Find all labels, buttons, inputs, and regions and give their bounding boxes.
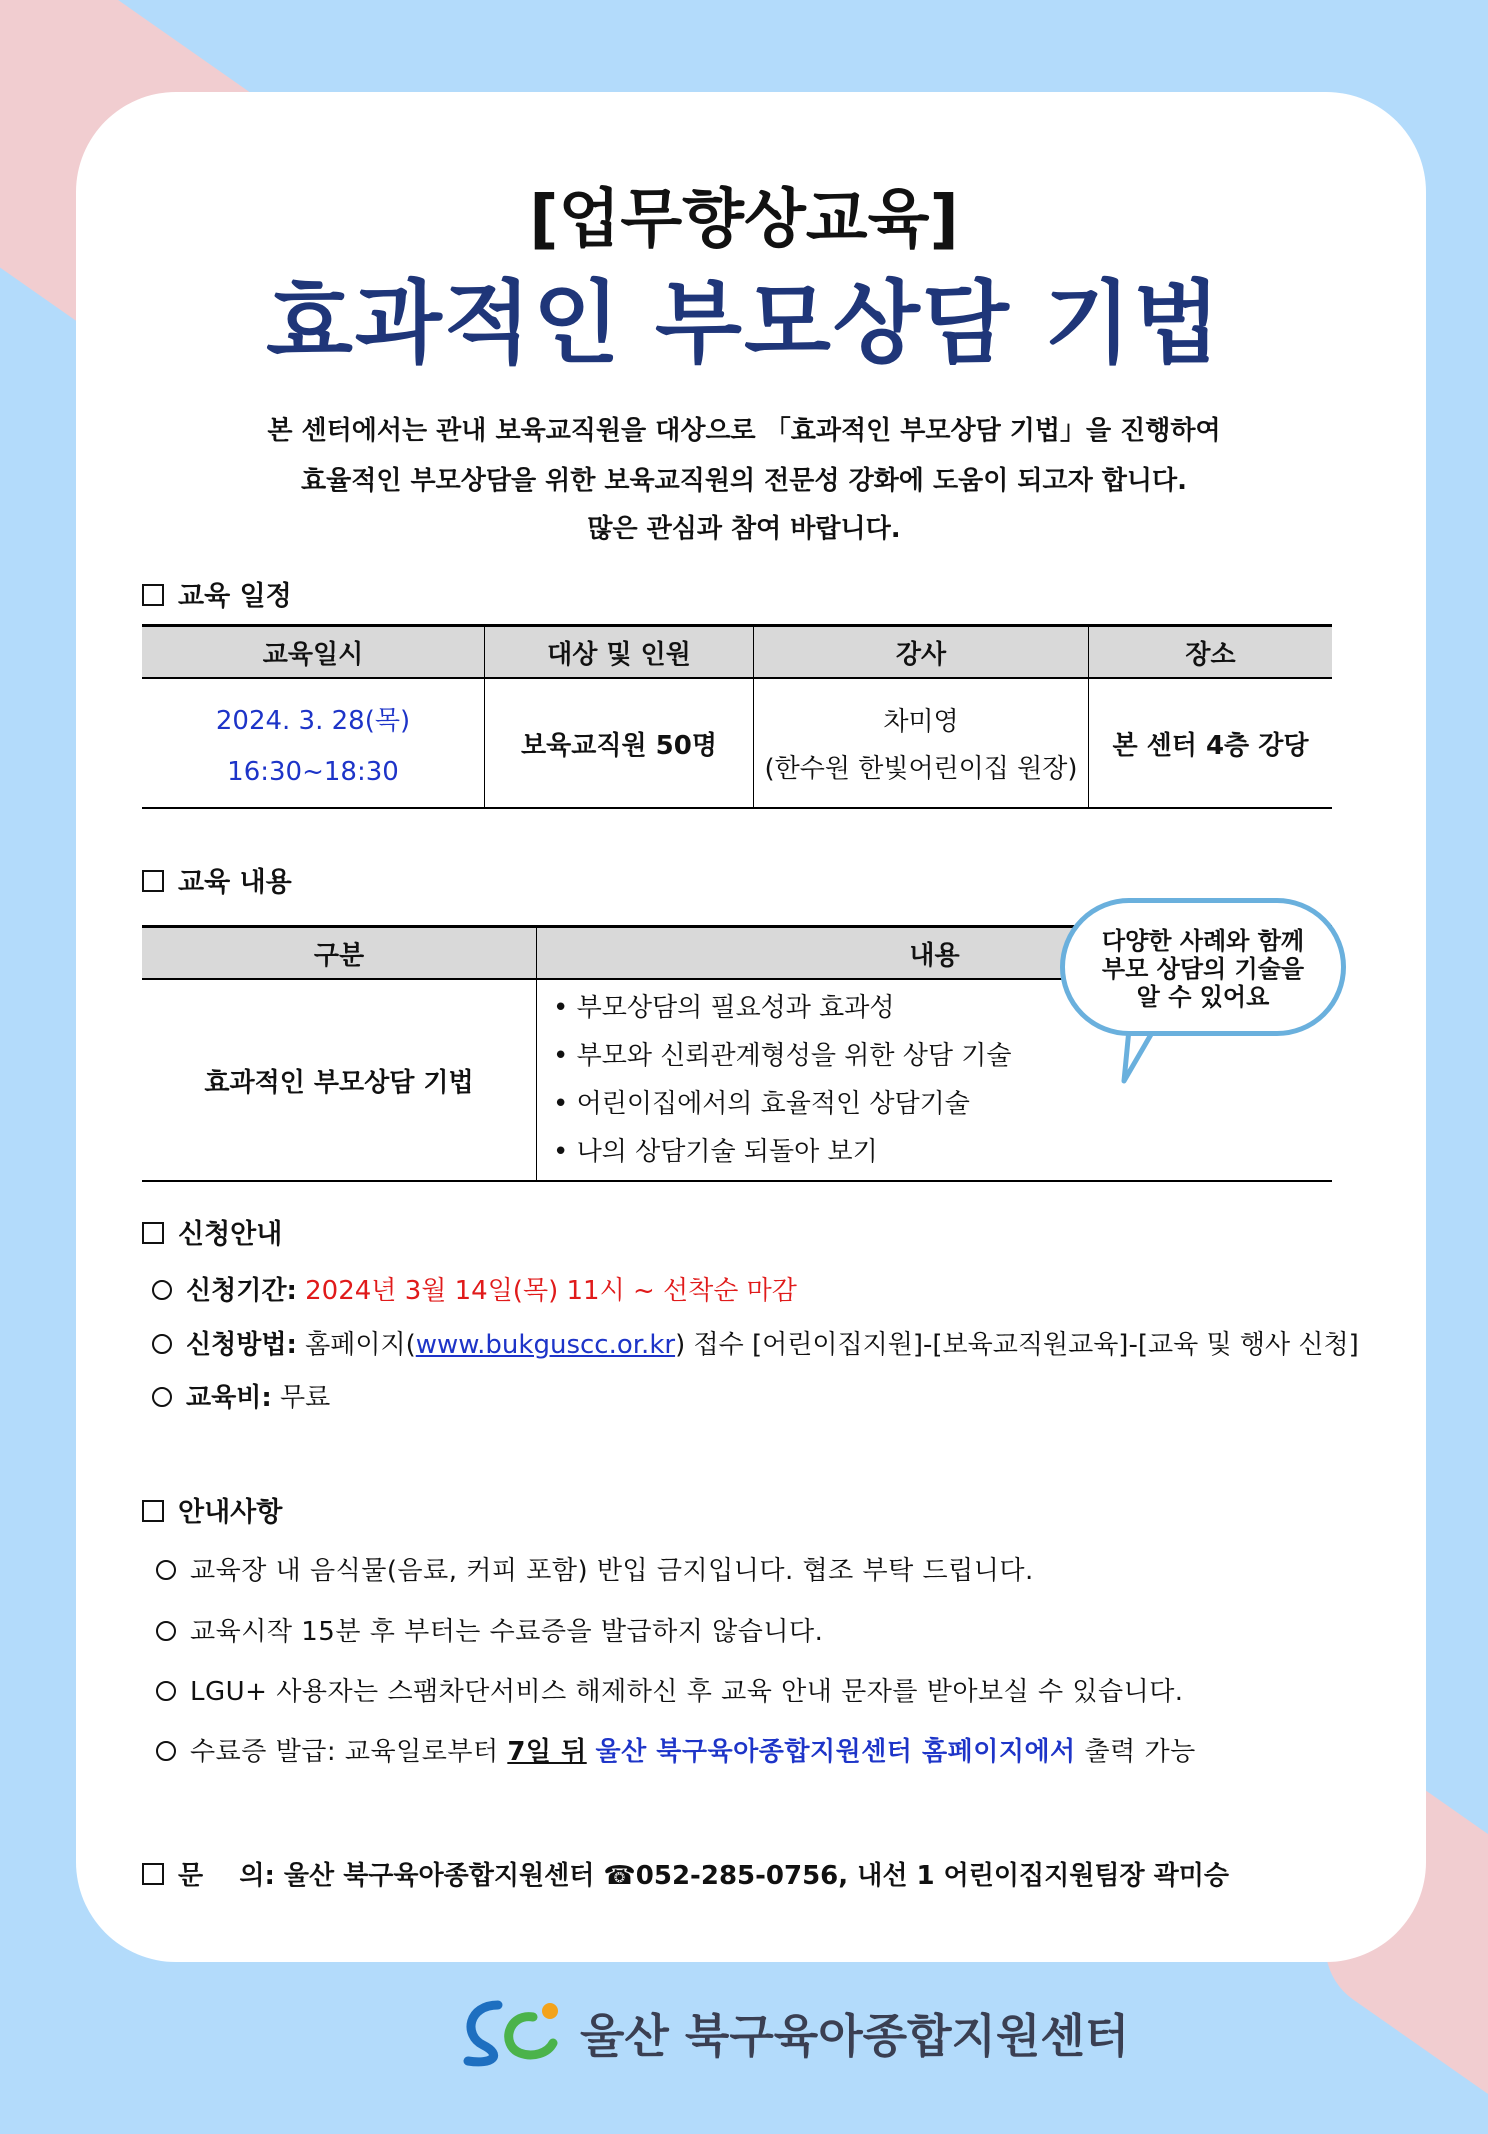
- bracket-title: [업무향상교육]: [529, 183, 959, 257]
- schedule-time: 16:30~18:30: [227, 756, 399, 787]
- circle-bullet-icon: [156, 1741, 176, 1761]
- list-item: • 나의 상담기술 되돌아 보기: [553, 1137, 878, 1167]
- circle-bullet-icon: [156, 1681, 176, 1701]
- schedule-table: [142, 624, 1332, 809]
- section-content: [142, 860, 292, 899]
- footer-org-name: 울산 북구육아종합지원센터: [580, 2009, 1130, 2063]
- apply-fee: 교육비: 무료: [152, 1377, 330, 1414]
- apply-period: 신청기간: 2024년 3월 14일(목) 11시 ~ 선착순 마감: [152, 1270, 797, 1307]
- section-label: 교육 내용: [178, 867, 292, 898]
- circle-bullet-icon: [156, 1621, 176, 1641]
- homepage-link[interactable]: www.bukguscc.or.kr: [415, 1330, 676, 1360]
- contact-info: 문 의: 울산 북구육아종합지원센터 ☎052-285-0756, 내선 1 어린이집지원팀장 곽미승: [142, 1855, 1229, 1892]
- checkbox-square-icon: [142, 584, 164, 606]
- schedule-datetime: [142, 678, 485, 808]
- section-apply: [142, 1212, 282, 1251]
- list-item: • 어린이집에서의 효율적인 상담기술: [553, 1089, 970, 1119]
- main-title: 효과적인 부모상담 기법: [265, 271, 1223, 376]
- notice-item: 교육장 내 음식물(음료, 커피 포함) 반입 금지입니다. 협조 부탁 드립니다.: [156, 1550, 1034, 1587]
- notice-item: 교육시작 15분 후 부터는 수료증을 발급하지 않습니다.: [156, 1611, 823, 1648]
- table-header: 장소: [1089, 626, 1333, 679]
- schedule-date: 2024. 3. 28(목): [215, 705, 411, 736]
- instructor-name: 차미영: [883, 707, 959, 737]
- apply-method: 신청방법: 홈페이지(www.bukguscc.or.kr) 접수 [어린이집지원]-[보육교직원교육]-[교육 및 행사 신청]: [152, 1324, 1359, 1361]
- table-header: 교육일시: [142, 626, 485, 679]
- instructor-detail: (한수원 한빛어린이집 원장): [764, 754, 1078, 784]
- intro-line: 본 센터에서는 관내 보육교직원을 대상으로 「효과적인 부모상담 기법」을 진행하여: [267, 416, 1221, 446]
- circle-bullet-icon: [152, 1280, 172, 1300]
- checkbox-square-icon: [142, 870, 164, 892]
- circle-bullet-icon: [152, 1334, 172, 1354]
- section-schedule: [142, 574, 292, 613]
- schedule-place: 본 센터 4층 강당: [1089, 678, 1333, 808]
- checkbox-square-icon: [142, 1863, 164, 1885]
- content-category: 효과적인 부모상담 기법: [142, 979, 537, 1181]
- notice-item: LGU+ 사용자는 스팸차단서비스 해제하신 후 교육 안내 문자를 받아보실 수 있습니다.: [156, 1671, 1184, 1708]
- schedule-instructor: [754, 678, 1089, 808]
- notice-item: 수료증 발급: 교육일로부터 7일 뒤 울산 북구육아종합지원센터 홈페이지에서 출력 가능: [156, 1731, 1196, 1768]
- checkbox-square-icon: [142, 1500, 164, 1522]
- intro-line: 많은 관심과 참여 바랍니다.: [587, 514, 901, 544]
- checkbox-square-icon: [142, 1222, 164, 1244]
- schedule-target: 보육교직원 50명: [485, 678, 754, 808]
- speech-bubble: 다양한 사례와 함께 부모 상담의 기술을 알 수 있어요: [1060, 898, 1346, 1036]
- center-logo-icon: [458, 1995, 568, 2067]
- section-label: 교육 일정: [178, 581, 292, 612]
- table-header: 강사: [754, 626, 1089, 679]
- table-header: 구분: [142, 927, 537, 980]
- table-header: 대상 및 인원: [485, 626, 754, 679]
- list-item: • 부모와 신뢰관계형성을 위한 상담 기술: [553, 1041, 1012, 1071]
- section-label: 안내사항: [178, 1497, 283, 1528]
- table-header: 내용: [537, 927, 1333, 980]
- table-row: [142, 678, 1332, 808]
- circle-bullet-icon: [156, 1560, 176, 1580]
- table-header-row: [142, 626, 1332, 679]
- list-item: • 부모상담의 필요성과 효과성: [553, 993, 895, 1023]
- section-label: 신청안내: [178, 1219, 283, 1250]
- section-notice: [142, 1490, 282, 1529]
- intro-line: 효율적인 부모상담을 위한 보육교직원의 전문성 강화에 도움이 되고자 합니다.: [300, 466, 1187, 496]
- circle-bullet-icon: [152, 1387, 172, 1407]
